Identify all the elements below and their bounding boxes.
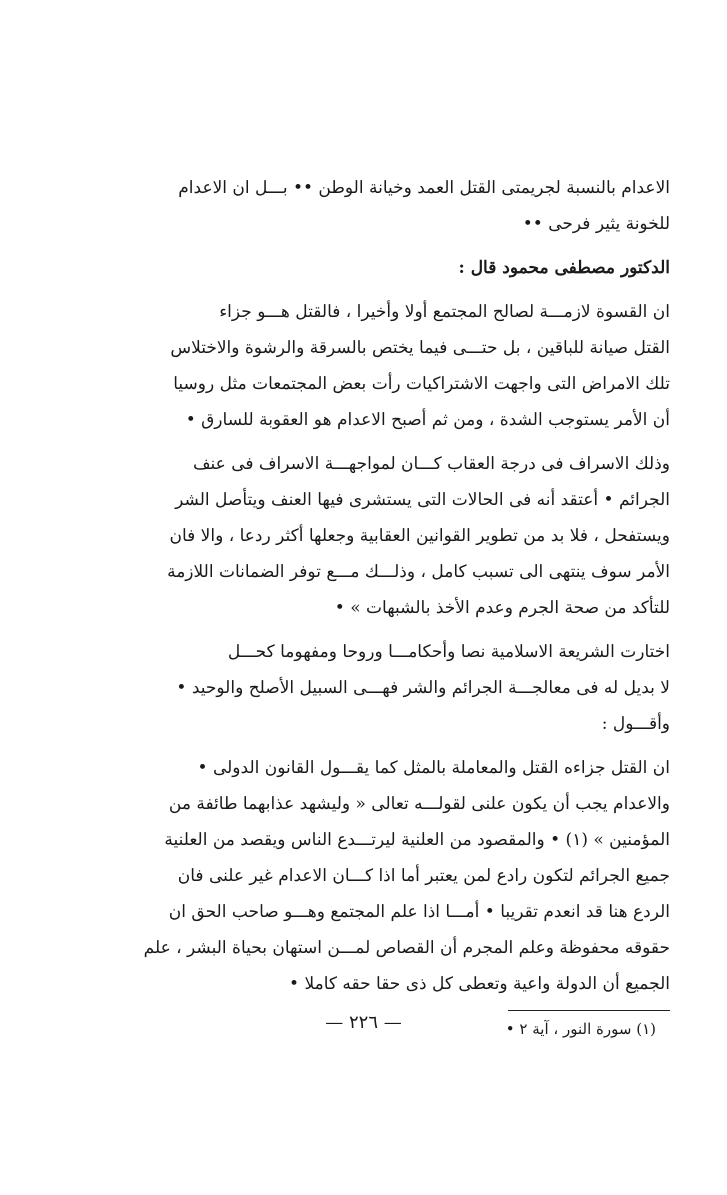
text-line: جميع الجرائم لتكون رادع لمن يعتبر أما اذا كـــان الاعدام غير علنى فان [177,866,670,886]
text-line: حقوقه محفوظة وعلم المجرم أن القصاص لمـــن استهان بحياة البشر ، علم [143,938,670,958]
text-line: الجميع أن الدولة واعية وتعطى كل ذى حقا حقه كاملا • [289,974,670,994]
text-line: ويستفحل ، فلا بد من تطوير القوانين العقابية وجعلها أكثر ردعا ، والا فان [169,526,670,546]
paragraph-4 [68,750,670,1002]
text-line: للخونة يثير فرحى •• [522,214,670,234]
text-line: الاعدام بالنسبة لجريمتى القتل العمد وخيانة الوطن •• بـــل ان الاعدام [178,178,670,198]
text-line: القتل صيانة للباقين ، بل حتـــى فيما يختص بالسرقة والرشوة والاختلاس [170,338,670,358]
text-line: للتأكد من صحة الجرم وعدم الأخذ بالشبهات » • [334,598,670,618]
text-line: الردع هنا قد انعدم تقريبا • أمـــا اذا علم المجتمع وهـــو صاحب الحق ان [168,902,670,922]
paragraph-3 [68,634,670,742]
text-line: وأقـــول : [601,714,670,734]
text-line: اختارت الشريعة الاسلامية نصا وأحكامـــا وروحا ومفهوما كحـــل [227,642,670,662]
text-line: ان القتل جزاءه القتل والمعاملة بالمثل كما يقـــول القانون الدولى • [197,758,670,778]
footnote-divider [508,1010,670,1011]
text-line: والاعدام يجب أن يكون علنى لقولـــه تعالى « وليشهد عذابهما طائفة من [168,794,670,814]
intro-paragraph [68,170,670,242]
text-line: ان القسوة لازمـــة لصالح المجتمع أولا وأخيرا ، فالقتل هـــو جزاء [219,302,670,322]
text-line: الأمر سوف ينتهى الى تسبب كامل ، وذلـــك مـــع توفر الضمانات اللازمة [167,562,670,582]
text-line: لا بديل له فى معالجـــة الجرائم والشر فهـــى السبيل الأصلح والوحيد • [176,678,670,698]
page-body [68,170,670,1043]
text-line: أن الأمر يستوجب الشدة ، ومن ثم أصبح الاعدام هو العقوبة للسارق • [185,410,670,430]
text-line: وذلك الاسراف فى درجة العقاب كـــان لمواجهـــة الاسراف فى عنف [192,454,670,474]
paragraph-1 [68,294,670,438]
footnote: (١) سورة النور ، آية ٢ • [505,1020,656,1038]
section-heading: الدكتور مصطفى محمود قال : [458,258,670,278]
page-number: — ٢٢٦ — [325,1012,402,1033]
paragraph-2 [68,446,670,626]
text-line: الجرائم • أعتقد أنه فى الحالات التى يستشرى فيها العنف ويتأصل الشر [175,490,670,510]
text-line: المؤمنين » (١) • والمقصود من العلنية ليرتـــدع الناس ويقصد من العلنية [164,830,670,850]
text-line: تلك الامراض التى واجهت الاشتراكيات رأت بعض المجتمعات مثل روسيا [173,374,670,394]
